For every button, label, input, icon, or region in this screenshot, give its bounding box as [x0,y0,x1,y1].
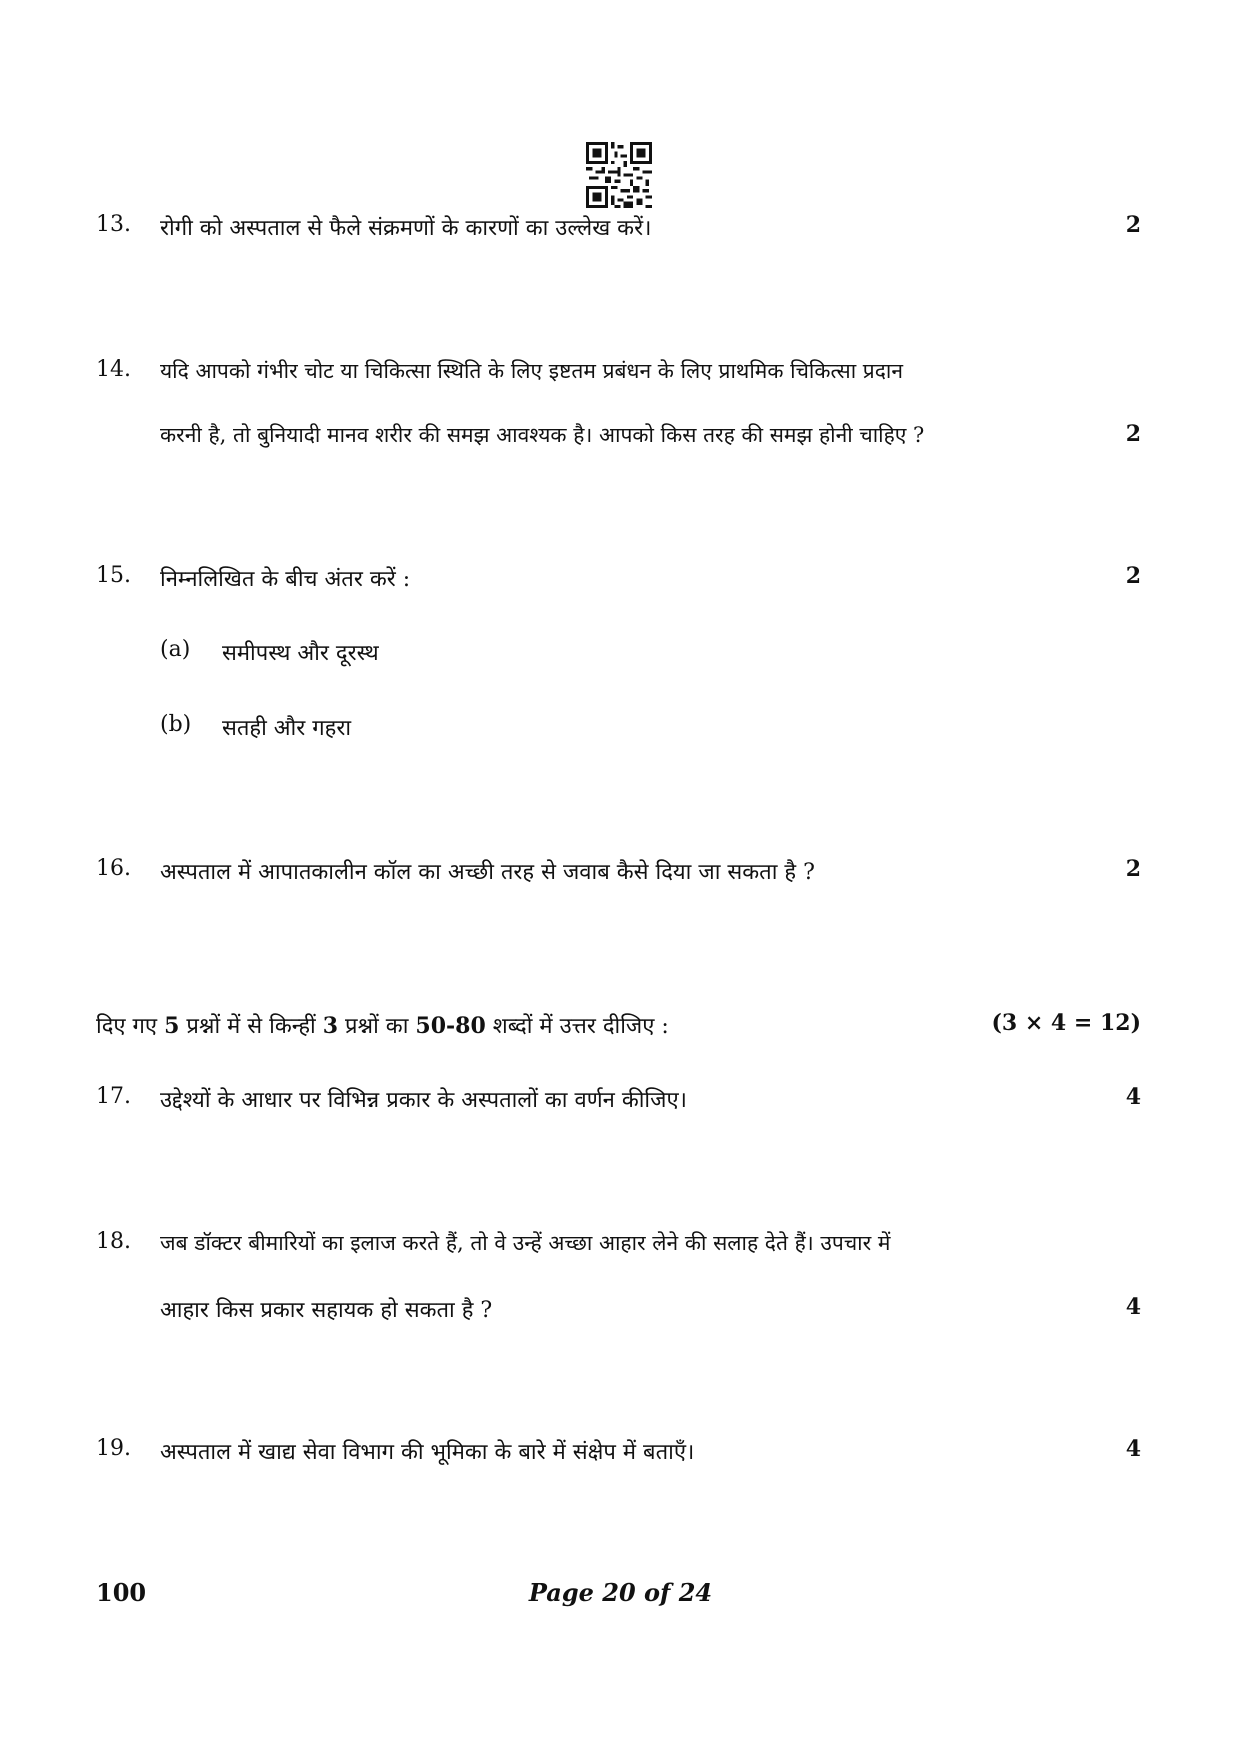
question-17-number: 17. [96,1084,131,1109]
paper-code: 100 [96,1578,147,1607]
section-instruction-part: दिए गए [96,1014,165,1039]
question-19-text: अस्पताल में खाद्य सेवा विभाग की भूमिका के बारे में संक्षेप में बताएँ। [160,1440,695,1465]
question-13-marks: 2 [1125,212,1141,238]
question-18-marks: 4 [1125,1294,1141,1320]
question-16-number: 16. [96,856,131,881]
section-instruction-count: 5 [164,1013,180,1039]
question-15-marks: 2 [1125,563,1141,589]
question-18-number: 18. [96,1229,131,1254]
section-instruction-part: शब्दों में उत्तर दीजिए : [485,1014,669,1039]
question-14-line-1: यदि आपको गंभीर चोट या चिकित्सा स्थिति के लिए इष्टतम प्रबंधन के लिए प्राथमिक चिकित्सा प्रदान [160,359,903,383]
question-14-line-2: करनी है, तो बुनियादी मानव शरीर की समझ आवश्यक है। आपको किस तरह की समझ होनी चाहिए ? [160,423,925,447]
question-18-line-2: आहार किस प्रकार सहायक हो सकता है ? [160,1298,493,1323]
question-18-line-1: जब डॉक्टर बीमारियों का इलाज करते हैं, तो वे उन्हें अच्छा आहार लेने की सलाह देते हैं। उपचार में [160,1231,891,1255]
question-14-marks: 2 [1125,421,1141,447]
question-16-text: अस्पताल में आपातकालीन कॉल का अच्छी तरह से जवाब कैसे दिया जा सकता है ? [160,860,815,885]
question-17-text: उद्देश्यों के आधार पर विभिन्न प्रकार के अस्पतालों का वर्णन कीजिए। [160,1088,687,1113]
section-instruction-part: प्रश्नों में से किन्हीं [179,1014,323,1039]
section-instruction [96,1010,669,1040]
question-15-part-a-text: समीपस्थ और दूरस्थ [222,641,379,666]
question-13-text: रोगी को अस्पताल से फैले संक्रमणों के कारणों का उल्लेख करें। [160,216,652,241]
question-14-number: 14. [96,357,131,382]
section-marks: (3 × 4 = 12) [991,1010,1141,1036]
question-15-part-b-label: (b) [160,712,192,737]
section-instruction-words: 50-80 [415,1013,486,1039]
page-number: Page 20 of 24 [528,1578,713,1607]
question-19-marks: 4 [1125,1436,1141,1462]
question-15-text: निम्नलिखित के बीच अंतर करें : [160,567,411,592]
question-16-marks: 2 [1125,856,1141,882]
question-15-part-a-label: (a) [160,637,191,662]
question-15-part-b-text: सतही और गहरा [222,716,352,741]
qr-code [586,142,652,208]
section-instruction-part: प्रश्नों का [338,1014,416,1039]
section-instruction-choice: 3 [322,1013,339,1039]
question-17-marks: 4 [1125,1084,1141,1110]
question-13-number: 13. [96,212,131,237]
question-19-number: 19. [96,1436,131,1461]
question-15-number: 15. [96,563,131,588]
